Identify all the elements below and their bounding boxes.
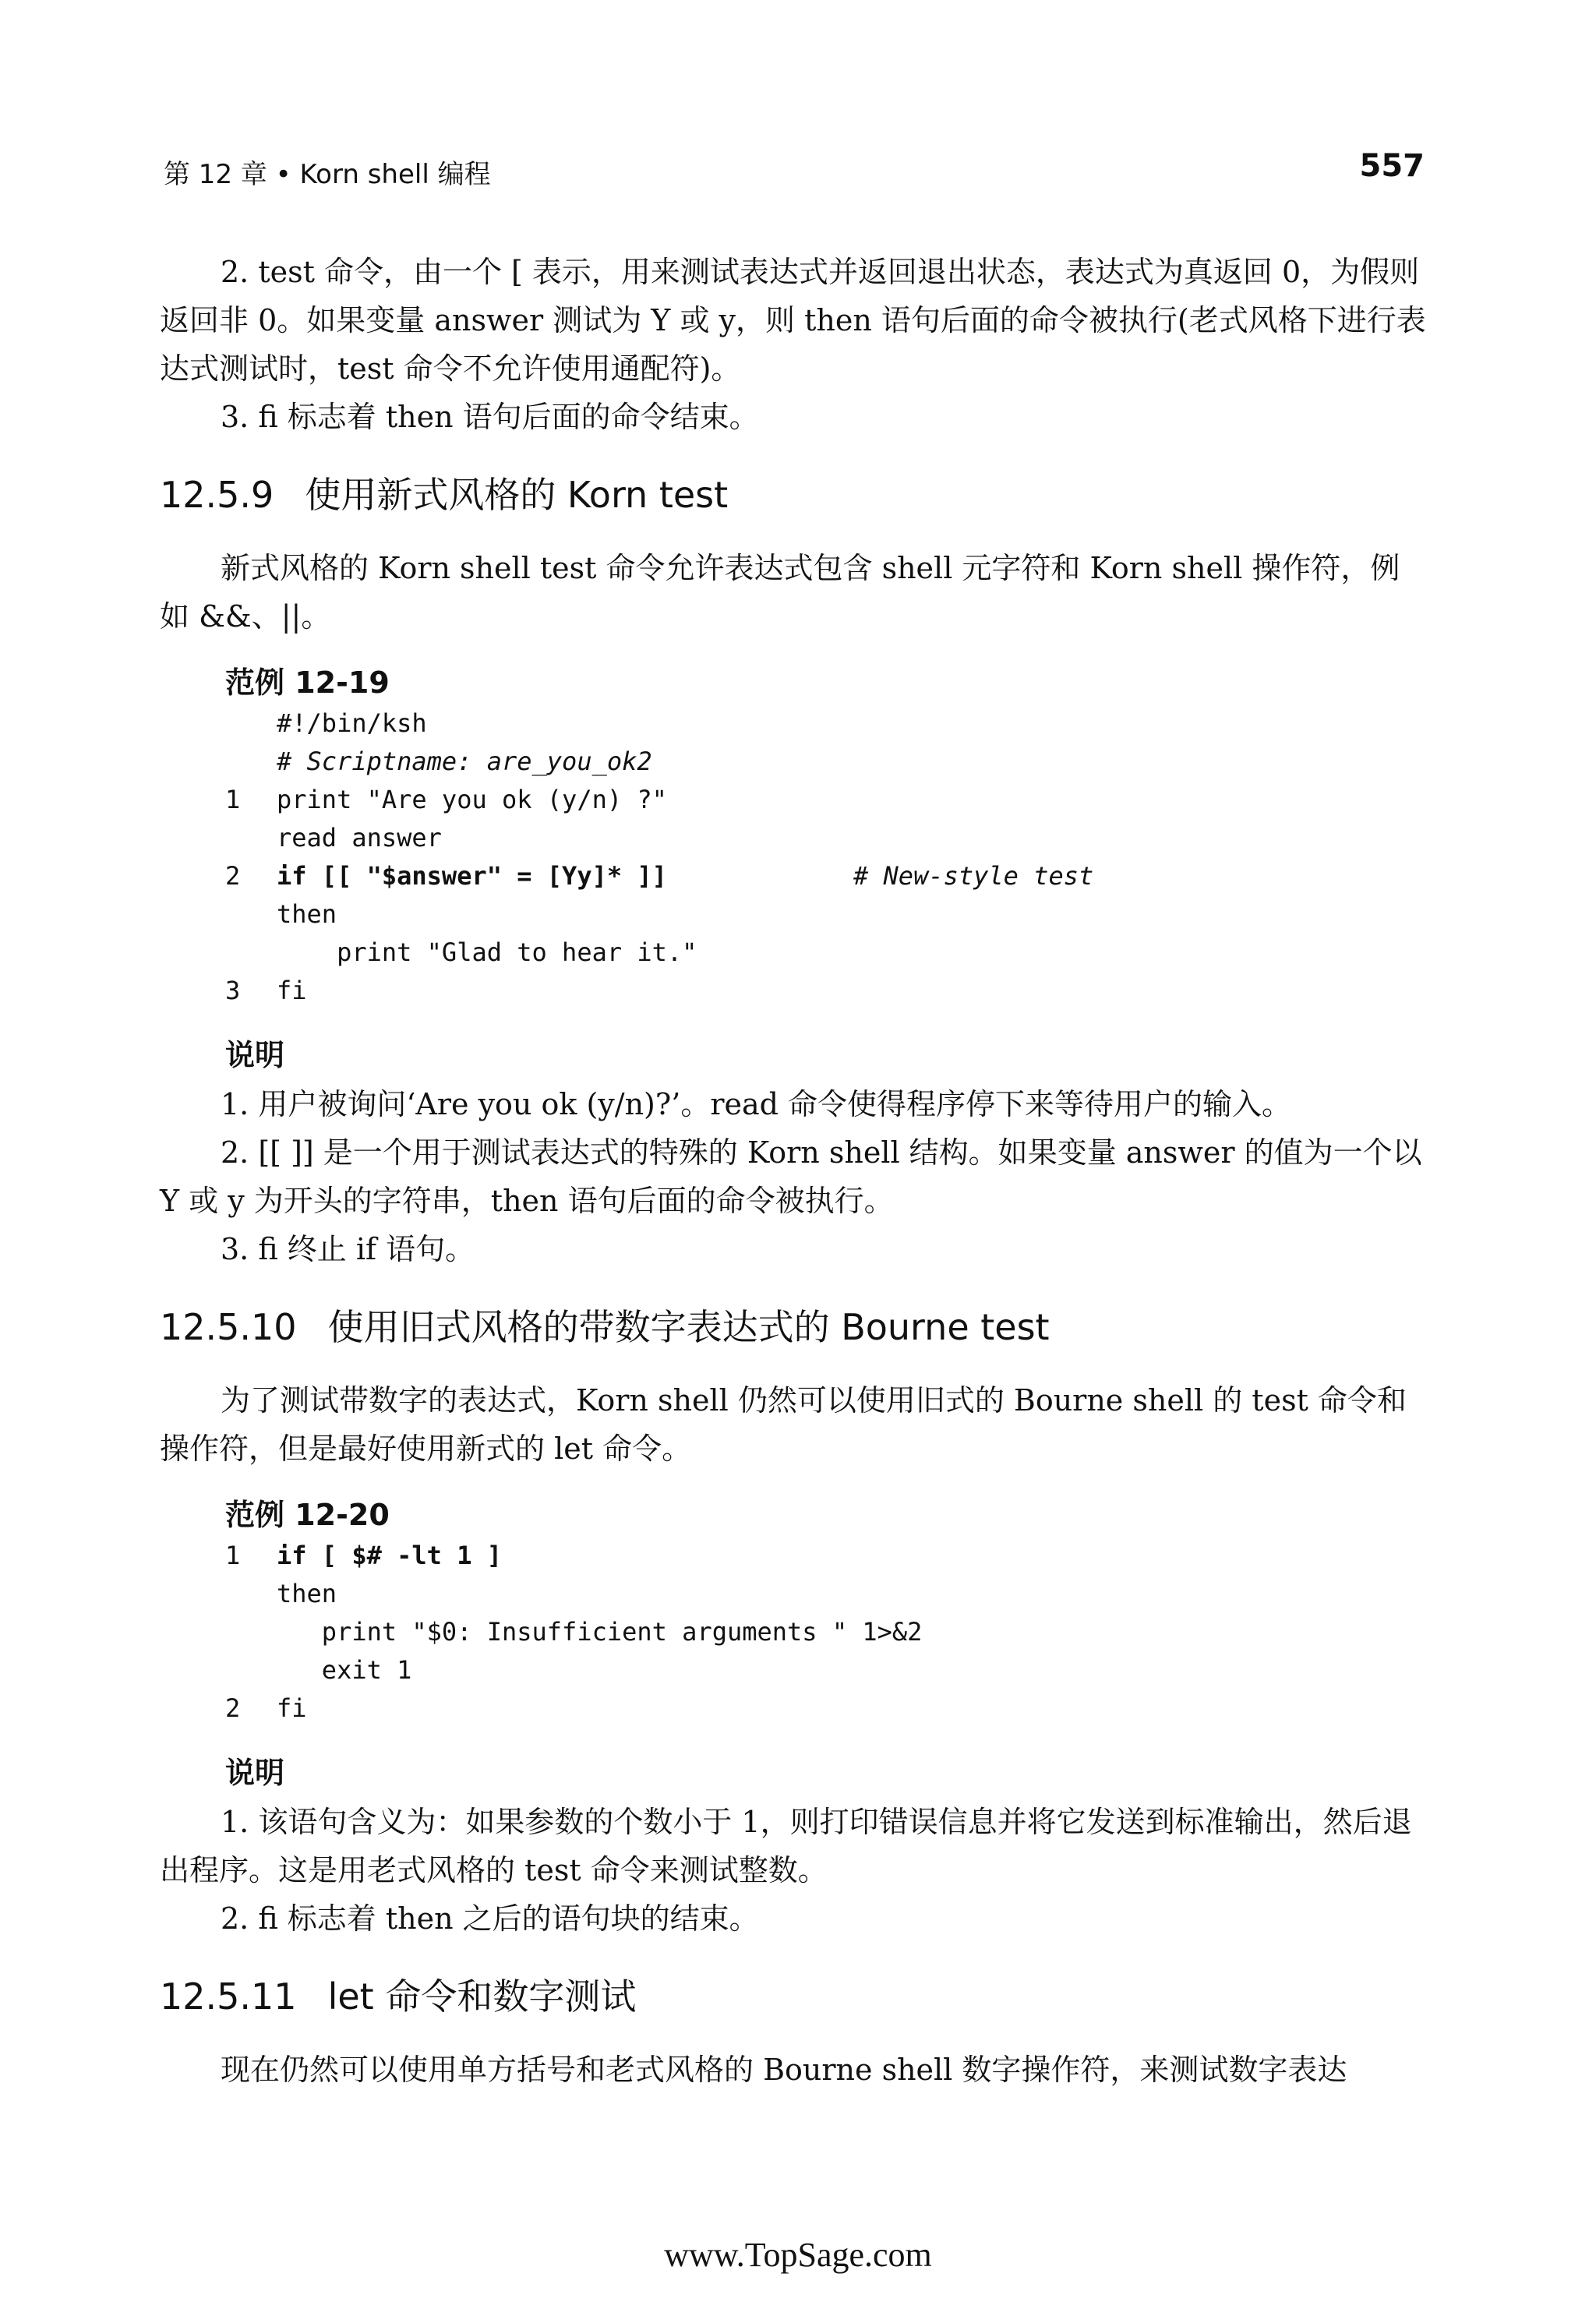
paragraph: 2. [[ ]] 是一个用于测试表达式的特殊的 Korn shell 结构。如果变量 answer 的值为一个以 Y 或 y 为开头的字符串，then 语句后面的命令被执行。: [160, 1135, 1422, 1218]
section-number: 12.5.10: [160, 1306, 297, 1348]
section-title: 使用新式风格的 Korn test: [305, 474, 729, 516]
code-line: 1 print "Are you ok (y/n) ?": [225, 781, 1426, 819]
code-line: then: [277, 1579, 337, 1608]
footer-url: www.TopSage.com: [664, 2236, 932, 2274]
paragraph: 3. fi 标志着 then 语句后面的命令结束。: [221, 400, 759, 434]
code-block: [225, 704, 1426, 1010]
note-label: 说明: [225, 1756, 285, 1790]
code-line: 2 if [[ "$answer" = [Yy]* ]] # New-style test: [225, 857, 1426, 895]
code-line: # Scriptname: are_you_ok2: [277, 747, 652, 776]
code-line: 1 if [ $# -lt 1 ]: [225, 1537, 1426, 1575]
code-line: print "Glad to hear it.": [277, 937, 697, 967]
chapter-title: 第 12 章 • Korn shell 编程: [164, 159, 491, 190]
line-number: 2: [225, 861, 241, 891]
paragraph: 2. test 命令，由一个 [ 表示，用来测试表达式并返回退出状态，表达式为真返回 0，为假则返回非 0。如果变量 answer 测试为 Y 或 y，则 then 语句后面的命令被执行(老式风格下进行表达式测试时，test 命令不允许使用通配符)。: [160, 255, 1426, 386]
example-label: 范例 12-19: [225, 665, 390, 700]
section-title: 使用旧式风格的带数字表达式的 Bourne test: [327, 1306, 1050, 1348]
paragraph: 1. 用户被询问‘Are you ok (y/n)?’。read 命令使得程序停下来等待用户的输入。: [221, 1087, 1292, 1121]
section-number: 12.5.9: [160, 474, 274, 516]
paragraph: 新式风格的 Korn shell test 命令允许表达式包含 shell 元字符和 Korn shell 操作符，例如 &&、||。: [160, 551, 1400, 634]
paragraph: 为了测试带数字的表达式，Korn shell 仍然可以使用旧式的 Bourne shell 的 test 命令和操作符，但是最好使用新式的 let 命令。: [160, 1383, 1407, 1466]
code-comment: # New-style test: [853, 861, 1094, 891]
section-heading: [160, 1969, 1426, 2024]
paragraph: 3. fi 终止 if 语句。: [221, 1232, 475, 1266]
line-number: 3: [225, 976, 241, 1005]
code-line: 2 fi: [225, 1689, 1426, 1728]
code-line: read answer: [277, 823, 442, 853]
example-label: 范例 12-20: [225, 1498, 390, 1532]
paragraph: 1. 该语句含义为：如果参数的个数小于 1，则打印错误信息并将它发送到标准输出，然后退出程序。这是用老式风格的 test 命令来测试整数。: [160, 1805, 1412, 1887]
section-title: let 命令和数字测试: [327, 1975, 637, 2018]
page-body: [160, 248, 1426, 2094]
line-number: 1: [225, 1541, 241, 1570]
page-number: 557: [1359, 148, 1425, 184]
line-number: 1: [225, 785, 241, 814]
code-line: exit 1: [277, 1655, 412, 1685]
running-header: [164, 148, 1425, 193]
line-number: 2: [225, 1693, 241, 1723]
code-line: then: [277, 899, 337, 929]
paragraph: 现在仍然可以使用单方括号和老式风格的 Bourne shell 数字操作符，来测试数字表达: [221, 2053, 1347, 2087]
note-label: 说明: [225, 1038, 285, 1072]
code-block: [225, 1537, 1426, 1728]
code-line: #!/bin/ksh: [277, 708, 427, 738]
code-line: 3 fi: [225, 972, 1426, 1010]
paragraph: 2. fi 标志着 then 之后的语句块的结束。: [221, 1901, 759, 1936]
code-line: print "$0: Insufficient arguments " 1>&2: [277, 1617, 923, 1647]
section-heading: [160, 1300, 1426, 1354]
section-number: 12.5.11: [160, 1975, 297, 2018]
section-heading: [160, 468, 1426, 522]
